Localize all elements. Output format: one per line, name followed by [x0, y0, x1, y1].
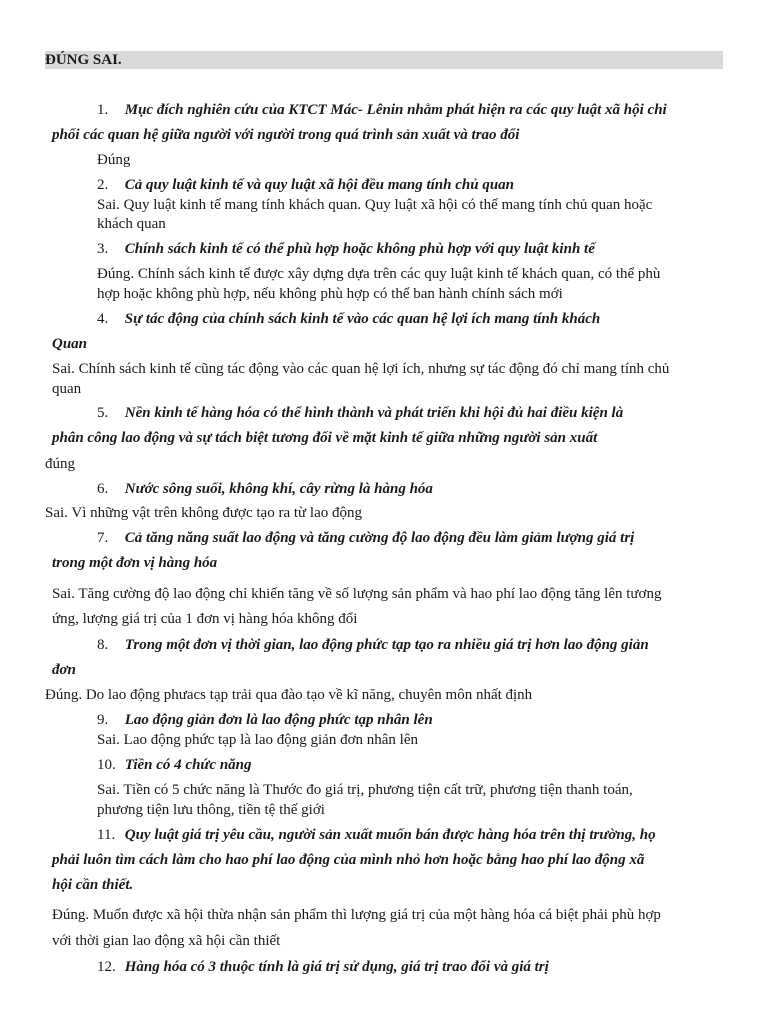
question-number: 1.: [97, 102, 109, 118]
question-text: đơn: [52, 662, 76, 678]
answer-text: với thời gian lao động xã hội cần thiết: [52, 933, 281, 949]
question-number: 11.: [97, 827, 116, 843]
answer-text: đúng: [45, 456, 75, 472]
answer-text: Sai. Chính sách kinh tế cũng tác động vào các quan hệ lợi ích, nhưng sự tác động đó chỉ mang tính chủ: [52, 361, 670, 377]
question-11: [97, 826, 656, 844]
answer-text: Đúng. Muốn được xã hội thừa nhận sản phẩm thì lượng giá trị của một hàng hóa cá biệt phải phù hợp: [52, 907, 661, 923]
question-number: 2.: [97, 177, 109, 193]
question-9: [97, 711, 433, 729]
question-text: Lao động giản đơn là lao động phức tạp nhân lên: [124, 712, 433, 728]
question-number: 3.: [97, 241, 109, 257]
answer-text: Đúng. Do lao động phưacs tạp trải qua đào tạo về kĩ năng, chuyên môn nhất định: [45, 687, 533, 703]
header-bar: [45, 51, 723, 69]
question-4: [97, 310, 600, 328]
question-1: [97, 101, 667, 119]
question-text: Chính sách kinh tế có thể phù hợp hoặc không phù hợp với quy luật kinh tế: [124, 241, 595, 257]
question-12: [97, 958, 549, 976]
answer-text: Sai. Tăng cường độ lao động chỉ khiến tăng về số lượng sản phẩm và hao phí lao động tăng lên tương: [52, 586, 662, 602]
question-text: phân công lao động và sự tách biệt tương đối về mặt kinh tế giữa những người sản xuất: [52, 430, 598, 446]
answer-text: Sai. Quy luật kinh tế mang tính khách quan. Quy luật xã hội có thể mang tính chủ quan hoặc: [97, 197, 653, 213]
question-text: phối các quan hệ giữa người với người trong quá trình sản xuất và trao đổi: [52, 127, 520, 143]
question-text: Sự tác động của chính sách kinh tế vào các quan hệ lợi ích mang tính khách: [124, 311, 601, 327]
question-text: Mục đích nghiên cứu của KTCT Mác- Lênin nhằm phát hiện ra các quy luật xã hội chi: [124, 102, 667, 118]
question-text: Tiền có 4 chức năng: [124, 757, 252, 773]
question-5: [97, 404, 623, 422]
question-number: 6.: [97, 481, 109, 497]
page-title: ĐÚNG SAI.: [45, 52, 122, 68]
answer-text: Đúng: [97, 152, 131, 168]
answer-text: ứng, lượng giá trị của 1 đơn vị hàng hóa không đổi: [52, 611, 358, 627]
question-text: Cả quy luật kinh tế và quy luật xã hội đều mang tính chủ quan: [124, 177, 515, 193]
question-text: trong một đơn vị hàng hóa: [52, 555, 218, 571]
question-number: 10.: [97, 757, 116, 773]
question-10: [97, 756, 252, 774]
question-8: [97, 636, 649, 654]
answer-text: Sai. Tiền có 5 chức năng là Thước đo giá trị, phương tiện cất trữ, phương tiện thanh toán,: [97, 782, 633, 798]
question-number: 12.: [97, 959, 116, 975]
answer-text: Sai. Vì những vật trên không được tạo ra từ lao động: [45, 505, 362, 521]
question-number: 4.: [97, 311, 109, 327]
question-6: [97, 480, 433, 498]
question-number: 7.: [97, 530, 109, 546]
question-text: Trong một đơn vị thời gian, lao động phức tạp tạo ra nhiều giá trị hơn lao động giản: [124, 637, 649, 653]
answer-text: phương tiện lưu thông, tiền tệ thế giới: [97, 802, 325, 818]
answer-text: hợp hoặc không phù hợp, nếu không phù hợp có thể ban hành chính sách mới: [97, 286, 563, 302]
question-number: 9.: [97, 712, 109, 728]
question-number: 8.: [97, 637, 109, 653]
answer-text: khách quan: [97, 216, 166, 232]
question-3: [97, 240, 595, 258]
question-2: [97, 176, 514, 194]
question-text: Cả tăng năng suất lao động và tăng cường độ lao động đều làm giảm lượng giá trị: [124, 530, 635, 546]
question-number: 5.: [97, 405, 109, 421]
question-text: Nước sông suối, không khí, cây rừng là hàng hóa: [124, 481, 433, 497]
question-7: [97, 529, 634, 547]
question-text: Hàng hóa có 3 thuộc tính là giá trị sử dụng, giá trị trao đổi và giá trị: [124, 959, 549, 975]
question-text: Nền kinh tế hàng hóa có thể hình thành và phát triển khi hội đủ hai điều kiện là: [124, 405, 624, 421]
answer-text: quan: [52, 381, 82, 397]
question-text: Quan: [52, 336, 88, 352]
question-text: phải luôn tìm cách làm cho hao phí lao động của mình nhỏ hơn hoặc bằng hao phí lao động xã: [52, 852, 645, 868]
question-text: Quy luật giá trị yêu cầu, người sản xuất muốn bán được hàng hóa trên thị trường, họ: [124, 827, 656, 843]
answer-text: Đúng. Chính sách kinh tế được xây dựng dựa trên các quy luật kinh tế khách quan, có thể phù: [97, 266, 661, 282]
question-text: hội cần thiết.: [52, 877, 134, 893]
answer-text: Sai. Lao động phức tạp là lao động giản đơn nhân lên: [97, 732, 418, 748]
